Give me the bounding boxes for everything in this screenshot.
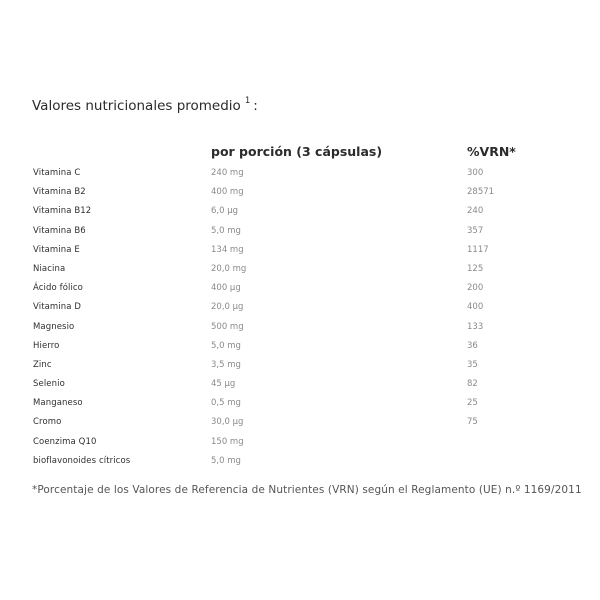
nutrient-amount: 5,0 mg xyxy=(211,455,241,466)
nutrient-name: Vitamina C xyxy=(33,168,81,178)
nutrient-vrn: 357 xyxy=(467,225,484,236)
nutrient-name: Coenzima Q10 xyxy=(33,436,97,447)
nutrient-amount: 400 mg xyxy=(211,187,244,198)
nutrient-vrn: 25 xyxy=(467,398,478,409)
vrn-footnote: *Porcentaje de los Valores de Referencia de Nutrientes (VRN) según el Reglamento (UE) n.º 1169/2011 xyxy=(32,484,582,496)
table-row xyxy=(0,202,600,221)
table-row xyxy=(0,183,600,202)
nutrient-name: Vitamina B2 xyxy=(33,187,86,198)
nutrient-amount: 5,0 mg xyxy=(211,225,241,236)
nutrient-name: Cromo xyxy=(33,417,62,428)
nutrient-amount: 0,5 mg xyxy=(211,398,241,409)
nutrient-name: Vitamina B6 xyxy=(33,225,86,236)
column-header-portion: por porción (3 cápsulas) xyxy=(211,144,383,159)
nutrient-vrn: 240 xyxy=(467,206,484,217)
nutrient-name: Vitamina D xyxy=(33,302,82,313)
nutrient-name: Ácido fólico xyxy=(33,283,83,294)
nutrient-vrn: 300 xyxy=(467,168,484,178)
table-row xyxy=(0,337,600,356)
nutrient-amount: 20,0 µg xyxy=(211,302,244,313)
column-header-vrn: %VRN* xyxy=(467,144,516,159)
nutrient-name: Manganeso xyxy=(33,398,83,409)
nutrient-name: Magnesio xyxy=(33,321,75,332)
nutrient-name: Zinc xyxy=(33,359,52,370)
nutrient-vrn: 75 xyxy=(467,417,478,428)
table-row xyxy=(0,241,600,260)
table-row xyxy=(0,394,600,413)
nutrient-amount: 5,0 mg xyxy=(211,340,241,351)
table-row xyxy=(0,413,600,432)
table-row xyxy=(0,375,600,394)
nutrition-title-text: Valores nutricionales promedio xyxy=(32,98,241,114)
nutrient-amount: 400 µg xyxy=(211,283,241,294)
nutrient-name: Vitamina B12 xyxy=(33,206,92,217)
nutrient-vrn: 1117 xyxy=(467,244,489,255)
table-row xyxy=(0,279,600,298)
nutrient-vrn: 36 xyxy=(467,340,478,351)
nutrient-amount: 30,0 µg xyxy=(211,417,244,428)
table-row xyxy=(0,164,600,183)
nutrient-vrn: 200 xyxy=(467,283,484,294)
nutrition-table xyxy=(0,164,600,471)
nutrient-amount: 6,0 µg xyxy=(211,206,239,217)
nutrient-amount: 45 µg xyxy=(211,379,236,390)
nutrition-title xyxy=(32,95,258,114)
nutrient-vrn: 400 xyxy=(467,302,484,313)
title-colon: : xyxy=(253,98,258,114)
nutrient-amount: 20,0 mg xyxy=(211,263,247,274)
table-row xyxy=(0,452,600,471)
footnote-marker: 1 xyxy=(244,95,251,106)
nutrient-amount: 150 mg xyxy=(211,436,244,447)
table-row xyxy=(0,298,600,317)
nutrient-amount: 240 mg xyxy=(211,168,244,178)
nutrient-name: Selenio xyxy=(33,379,65,390)
nutrient-vrn: 133 xyxy=(467,321,484,332)
nutrient-name: Hierro xyxy=(33,340,60,351)
nutrient-vrn: 125 xyxy=(467,263,484,274)
nutrient-name: Vitamina E xyxy=(33,244,80,255)
table-row xyxy=(0,433,600,452)
table-row xyxy=(0,356,600,375)
nutrient-name: Niacina xyxy=(33,263,66,274)
nutrient-amount: 3,5 mg xyxy=(211,359,241,370)
nutrient-amount: 134 mg xyxy=(211,244,244,255)
table-row xyxy=(0,260,600,279)
nutrient-name: bioflavonoides cítricos xyxy=(33,455,131,466)
table-row xyxy=(0,318,600,337)
nutrient-vrn: 82 xyxy=(467,379,478,390)
nutrient-vrn: 35 xyxy=(467,359,478,370)
table-row xyxy=(0,222,600,241)
nutrient-vrn: 28571 xyxy=(467,187,495,198)
nutrient-amount: 500 mg xyxy=(211,321,244,332)
